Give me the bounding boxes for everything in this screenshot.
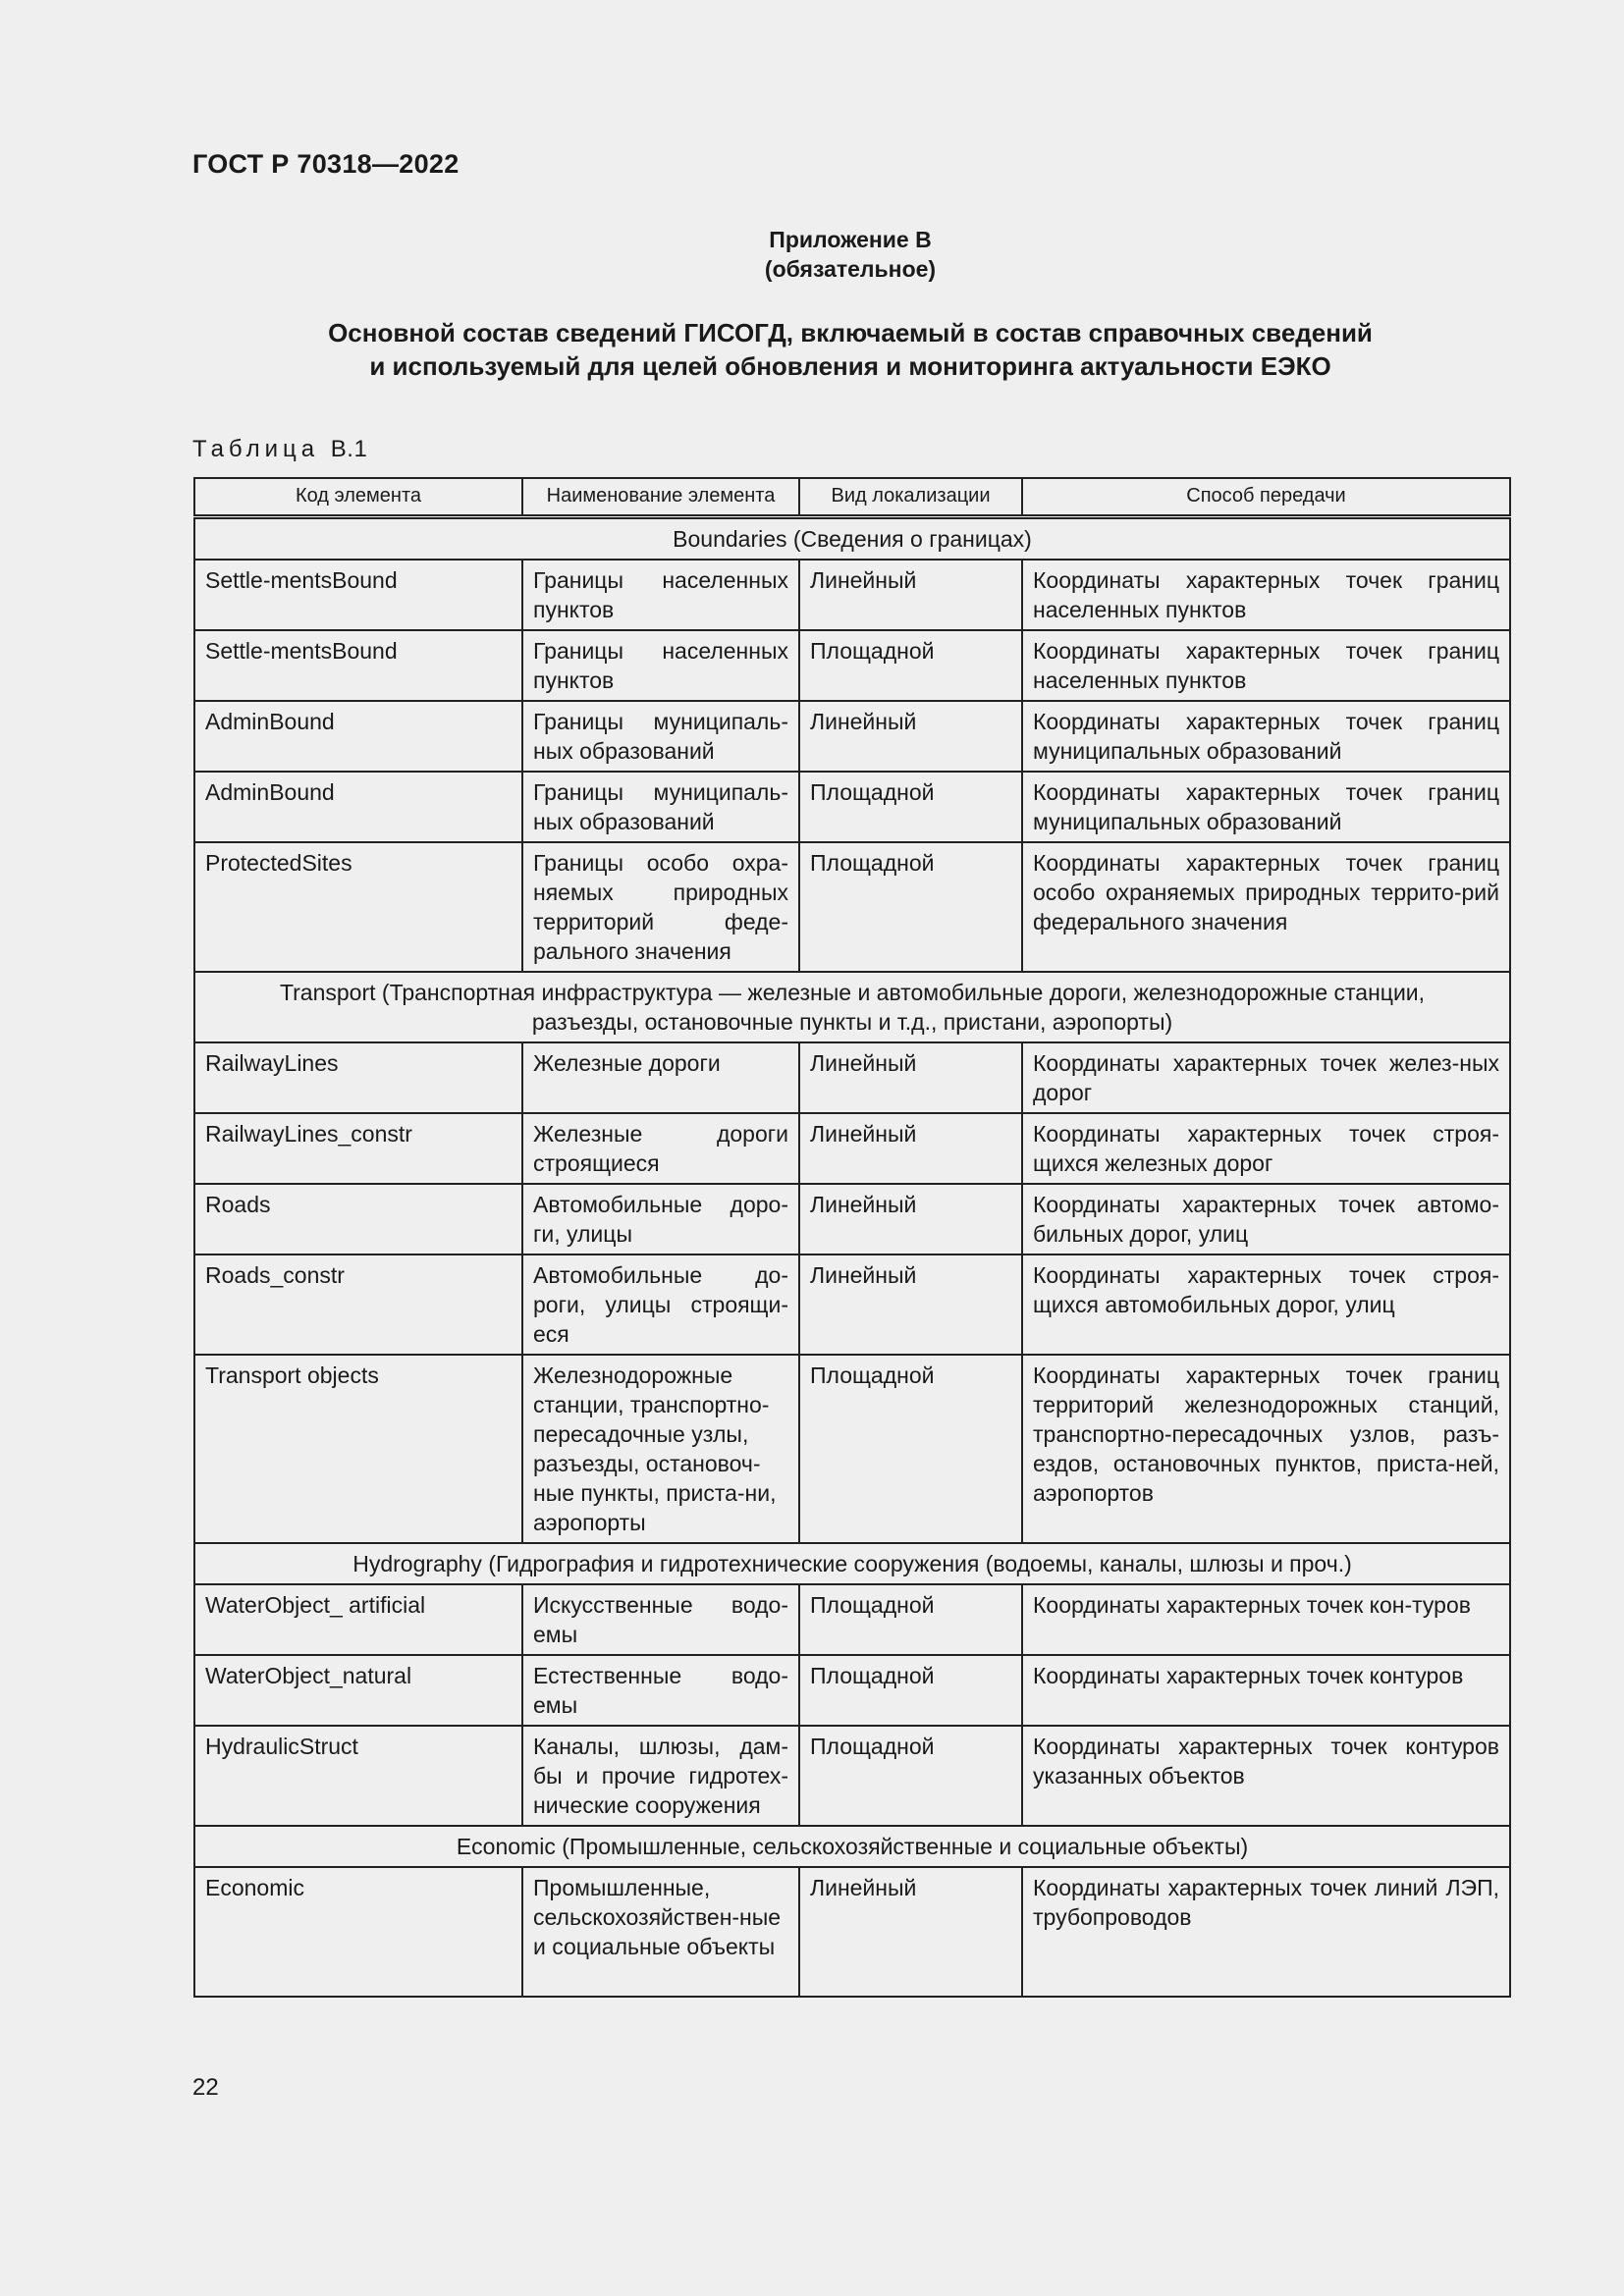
appendix-heading	[192, 225, 1508, 284]
table-header-row	[194, 478, 1510, 517]
cell-code: Roads_constr	[194, 1255, 522, 1355]
cell-code: HydraulicStruct	[194, 1726, 522, 1826]
cell-name: Автомобильные доро-ги, улицы	[522, 1184, 799, 1255]
data-table	[193, 477, 1511, 1998]
cell-localization: Площадной	[799, 1584, 1022, 1655]
group-title: Economic (Промышленные, сельскохозяйственные и социальные объекты)	[194, 1826, 1510, 1867]
cell-method: Координаты характерных точек границ особо охраняемых природных террито-рий федерального значения	[1022, 842, 1510, 972]
cell-code: WaterObject_natural	[194, 1655, 522, 1726]
column-header-code: Код элемента	[194, 478, 522, 517]
cell-name: Границы населенных пунктов	[522, 560, 799, 630]
cell-localization: Линейный	[799, 560, 1022, 630]
cell-localization: Площадной	[799, 1655, 1022, 1726]
cell-localization: Площадной	[799, 772, 1022, 842]
table-row	[194, 1042, 1510, 1113]
cell-method: Координаты характерных точек контуров указанных объектов	[1022, 1726, 1510, 1826]
group-row	[194, 1543, 1510, 1584]
cell-localization: Площадной	[799, 1726, 1022, 1826]
page-number: 22	[192, 2074, 219, 2101]
table-row	[194, 1255, 1510, 1355]
table-row	[194, 842, 1510, 972]
cell-localization: Линейный	[799, 1184, 1022, 1255]
cell-code: AdminBound	[194, 701, 522, 772]
group-title: Boundaries (Сведения о границах)	[194, 517, 1510, 561]
cell-name: Каналы, шлюзы, дам-бы и прочие гидротех-нические сооружения	[522, 1726, 799, 1826]
cell-localization: Площадной	[799, 1355, 1022, 1543]
cell-localization: Линейный	[799, 1113, 1022, 1184]
cell-localization: Линейный	[799, 701, 1022, 772]
cell-name: Границы особо охра-няемых природных территорий феде-рального значения	[522, 842, 799, 972]
cell-name: Автомобильные до-роги, улицы строящи-еся	[522, 1255, 799, 1355]
group-title: Hydrography (Гидрография и гидротехнические сооружения (водоемы, каналы, шлюзы и проч.)	[194, 1543, 1510, 1584]
group-title: Transport (Транспортная инфраструктура — железные и автомобильные дороги, железнодорожные станции, разъезды, остановочные пункты и т.д., пристани, аэропорты)	[194, 972, 1510, 1042]
cell-code: RailwayLines_constr	[194, 1113, 522, 1184]
cell-name: Искусственные водо-емы	[522, 1584, 799, 1655]
cell-name: Естественные водо-емы	[522, 1655, 799, 1726]
cell-name: Промышленные, сельскохозяйствен-ные и социальные объекты	[522, 1867, 799, 1997]
table-row	[194, 1726, 1510, 1826]
cell-name: Границы муниципаль-ных образований	[522, 772, 799, 842]
cell-method: Координаты характерных точек границ муниципальных образований	[1022, 772, 1510, 842]
cell-name: Железные дороги	[522, 1042, 799, 1113]
cell-code: Settle-mentsBound	[194, 560, 522, 630]
group-row	[194, 1826, 1510, 1867]
cell-localization: Линейный	[799, 1867, 1022, 1997]
cell-code: AdminBound	[194, 772, 522, 842]
cell-name: Железные дороги строящиеся	[522, 1113, 799, 1184]
section-title-line-2: и используемый для целей обновления и мониторинга актуальности ЕЭКО	[369, 351, 1331, 381]
cell-method: Координаты характерных точек границ территорий железнодорожных станций, транспортно-пересадочных узлов, разъ-ездов, остановочных пунктов, приста-ней, аэропортов	[1022, 1355, 1510, 1543]
cell-code: Economic	[194, 1867, 522, 1997]
table-row	[194, 560, 1510, 630]
cell-code: Roads	[194, 1184, 522, 1255]
cell-code: RailwayLines	[194, 1042, 522, 1113]
table-row	[194, 1655, 1510, 1726]
group-row	[194, 972, 1510, 1042]
cell-method: Координаты характерных точек линий ЛЭП, трубопроводов	[1022, 1867, 1510, 1997]
table-row	[194, 772, 1510, 842]
table-row	[194, 630, 1510, 701]
table-row	[194, 701, 1510, 772]
cell-code: Transport objects	[194, 1355, 522, 1543]
document-code: ГОСТ Р 70318—2022	[192, 149, 460, 179]
appendix-title: Приложение В	[769, 227, 932, 252]
cell-localization: Площадной	[799, 630, 1022, 701]
appendix-status: (обязательное)	[764, 256, 937, 282]
cell-localization: Площадной	[799, 842, 1022, 972]
column-header-name: Наименование элемента	[522, 478, 799, 517]
column-header-method: Способ передачи	[1022, 478, 1510, 517]
cell-method: Координаты характерных точек границ населенных пунктов	[1022, 560, 1510, 630]
table-row	[194, 1184, 1510, 1255]
cell-method: Координаты характерных точек строя-щихся железных дорог	[1022, 1113, 1510, 1184]
cell-name: Железнодорожные станции, транспортно-пересадочные узлы, разъезды, остановоч-ные пункты, приста-ни, аэропорты	[522, 1355, 799, 1543]
table-row	[194, 1584, 1510, 1655]
cell-method: Координаты характерных точек границ населенных пунктов	[1022, 630, 1510, 701]
cell-method: Координаты характерных точек границ муниципальных образований	[1022, 701, 1510, 772]
cell-method: Координаты характерных точек контуров	[1022, 1655, 1510, 1726]
cell-method: Координаты характерных точек кон-туров	[1022, 1584, 1510, 1655]
cell-name: Границы населенных пунктов	[522, 630, 799, 701]
table-row	[194, 1113, 1510, 1184]
cell-code: ProtectedSites	[194, 842, 522, 972]
table-row	[194, 1355, 1510, 1543]
table-caption	[192, 436, 367, 463]
cell-name: Границы муниципаль-ных образований	[522, 701, 799, 772]
group-row	[194, 517, 1510, 561]
cell-localization: Линейный	[799, 1042, 1022, 1113]
cell-localization: Линейный	[799, 1255, 1022, 1355]
cell-method: Координаты характерных точек строя-щихся автомобильных дорог, улиц	[1022, 1255, 1510, 1355]
table-row	[194, 1867, 1510, 1997]
table-caption-word: Таблица	[192, 436, 320, 462]
table-caption-number: В.1	[330, 436, 368, 462]
column-header-localization: Вид локализации	[799, 478, 1022, 517]
section-title-line-1: Основной состав сведений ГИСОГД, включаемый в состав справочных сведений	[328, 318, 1373, 347]
section-title	[192, 316, 1508, 383]
cell-method: Координаты характерных точек желез-ных дорог	[1022, 1042, 1510, 1113]
cell-method: Координаты характерных точек автомо-бильных дорог, улиц	[1022, 1184, 1510, 1255]
cell-code: WaterObject_ artificial	[194, 1584, 522, 1655]
cell-code: Settle-mentsBound	[194, 630, 522, 701]
